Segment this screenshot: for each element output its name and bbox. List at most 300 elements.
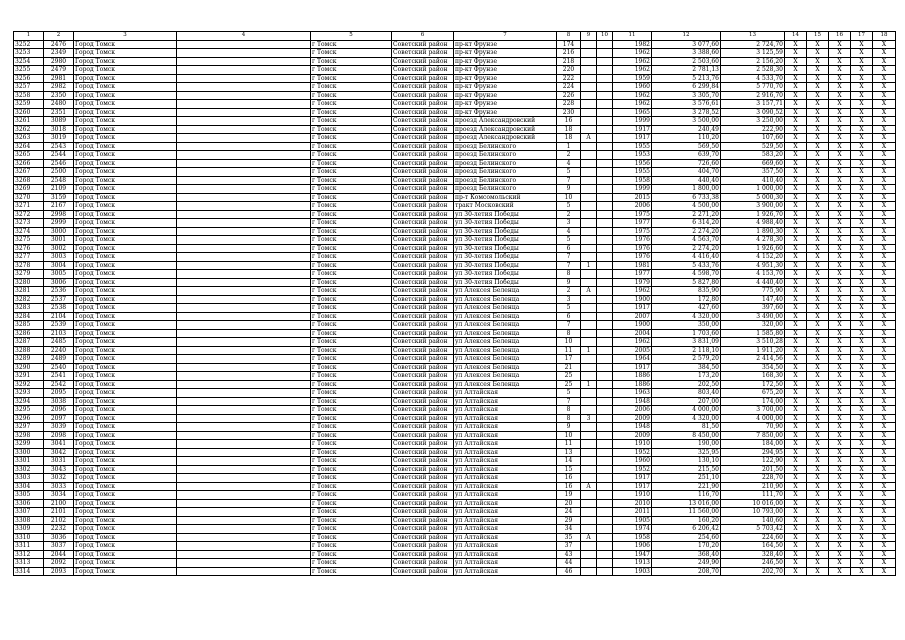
table-cell: Город Томск xyxy=(74,550,177,559)
table-cell xyxy=(597,414,613,423)
table-cell: 5 827,80 xyxy=(652,278,721,287)
table-cell xyxy=(597,244,613,253)
table-cell: А xyxy=(581,533,597,542)
table-cell: X xyxy=(829,295,851,304)
table-cell: Советский район xyxy=(392,66,454,75)
table-cell: Советский район xyxy=(392,312,454,321)
table-cell: 1962 xyxy=(613,49,652,58)
table-cell: X xyxy=(829,125,851,134)
table-cell xyxy=(581,66,597,75)
table-cell xyxy=(597,100,613,109)
table-cell: 2240 xyxy=(44,346,74,355)
table-cell: X xyxy=(807,295,829,304)
table-cell: X xyxy=(785,134,807,143)
table-cell: 2 916,70 xyxy=(721,91,785,100)
table-cell xyxy=(581,363,597,372)
table-cell: X xyxy=(785,91,807,100)
table-cell: 1910 xyxy=(613,491,652,500)
table-cell: 3 090,52 xyxy=(721,108,785,117)
table-cell: 6 299,84 xyxy=(652,83,721,92)
table-cell: Город Томск xyxy=(74,457,177,466)
table-cell: 1981 xyxy=(613,261,652,270)
table-cell xyxy=(581,499,597,508)
table-cell: X xyxy=(873,134,896,143)
table-cell: X xyxy=(807,508,829,517)
table-cell: 2349 xyxy=(44,49,74,58)
table-cell xyxy=(177,210,311,219)
table-cell: X xyxy=(851,193,873,202)
table-cell: 1958 xyxy=(613,533,652,542)
table-cell xyxy=(597,202,613,211)
table-cell: X xyxy=(873,142,896,151)
table-cell: Советский район xyxy=(392,559,454,568)
table-cell: 669,60 xyxy=(721,159,785,168)
table-cell: 2015 xyxy=(613,193,652,202)
table-cell: X xyxy=(851,397,873,406)
table-cell: X xyxy=(829,108,851,117)
table-row xyxy=(14,261,896,270)
table-cell: X xyxy=(851,482,873,491)
table-cell: 5 770,70 xyxy=(721,83,785,92)
table-cell: 2500 xyxy=(44,168,74,177)
table-cell: X xyxy=(785,482,807,491)
table-cell: 170,20 xyxy=(652,542,721,551)
table-cell xyxy=(597,287,613,296)
table-cell: X xyxy=(829,533,851,542)
table-cell: г Томск xyxy=(311,49,392,58)
table-cell: 3038 xyxy=(44,397,74,406)
table-cell: 4 951,30 xyxy=(721,261,785,270)
table-cell: X xyxy=(829,542,851,551)
table-cell xyxy=(597,74,613,83)
header-cell: 3 xyxy=(74,32,177,41)
table-cell: X xyxy=(851,83,873,92)
table-cell xyxy=(581,176,597,185)
table-cell: проезд Александровский xyxy=(454,134,557,143)
table-cell: 3019 xyxy=(44,134,74,143)
table-cell: X xyxy=(785,372,807,381)
table-cell: 3279 xyxy=(14,270,44,279)
table-cell: X xyxy=(807,83,829,92)
table-cell: 1917 xyxy=(613,304,652,313)
table-cell: г Томск xyxy=(311,219,392,228)
table-cell xyxy=(177,287,311,296)
table-cell: X xyxy=(851,338,873,347)
table-cell: ул Алексея Беленца xyxy=(454,380,557,389)
table-cell xyxy=(581,355,597,364)
table-cell: X xyxy=(873,457,896,466)
table-cell xyxy=(177,91,311,100)
table-cell: X xyxy=(829,287,851,296)
table-cell: X xyxy=(807,423,829,432)
table-row xyxy=(14,193,896,202)
table-row xyxy=(14,474,896,483)
table-cell: ул Алексея Беленца xyxy=(454,363,557,372)
table-row xyxy=(14,142,896,151)
table-cell: X xyxy=(785,142,807,151)
table-cell: X xyxy=(785,465,807,474)
table-row xyxy=(14,380,896,389)
table-cell: 3 900,00 xyxy=(721,202,785,211)
table-cell: X xyxy=(807,91,829,100)
table-cell: X xyxy=(785,219,807,228)
table-cell: X xyxy=(851,304,873,313)
table-row xyxy=(14,508,896,517)
table-row xyxy=(14,125,896,134)
table-cell xyxy=(581,278,597,287)
table-cell: X xyxy=(851,516,873,525)
table-cell: X xyxy=(807,253,829,262)
table-cell: X xyxy=(807,448,829,457)
table-row xyxy=(14,465,896,474)
table-cell: X xyxy=(829,516,851,525)
table-cell: 7 xyxy=(557,397,581,406)
table-cell: 107,60 xyxy=(721,134,785,143)
table-cell: Город Томск xyxy=(74,227,177,236)
table-cell: X xyxy=(785,100,807,109)
table-cell: 4 000,00 xyxy=(652,406,721,415)
table-cell: ул Алтайская xyxy=(454,567,557,576)
table-cell: пр-кт Фрунзе xyxy=(454,83,557,92)
table-cell: 2102 xyxy=(44,516,74,525)
table-cell xyxy=(581,244,597,253)
table-cell: 3301 xyxy=(14,457,44,466)
table-cell xyxy=(597,431,613,440)
table-cell xyxy=(597,236,613,245)
table-cell: Советский район xyxy=(392,397,454,406)
table-cell: 3 831,09 xyxy=(652,338,721,347)
table-cell: X xyxy=(785,508,807,517)
table-cell: Город Томск xyxy=(74,253,177,262)
table-row xyxy=(14,525,896,534)
table-cell: 320,00 xyxy=(721,321,785,330)
table-cell: X xyxy=(851,559,873,568)
table-cell: X xyxy=(851,91,873,100)
table-row xyxy=(14,414,896,423)
table-cell xyxy=(177,321,311,330)
table-cell: 1 800,00 xyxy=(652,185,721,194)
table-cell: Город Томск xyxy=(74,278,177,287)
table-cell xyxy=(177,236,311,245)
table-cell: X xyxy=(829,372,851,381)
table-cell: 1962 xyxy=(613,338,652,347)
table-cell: X xyxy=(851,219,873,228)
table-cell: 184,00 xyxy=(721,440,785,449)
table-cell: 2 271,20 xyxy=(652,210,721,219)
table-body xyxy=(14,32,896,576)
table-cell xyxy=(177,380,311,389)
table-cell: Советский район xyxy=(392,134,454,143)
table-cell xyxy=(581,542,597,551)
table-cell: X xyxy=(807,312,829,321)
table-cell: 3288 xyxy=(14,346,44,355)
table-cell: г Томск xyxy=(311,244,392,253)
table-cell: 3261 xyxy=(14,117,44,126)
table-cell: г Томск xyxy=(311,550,392,559)
table-cell: 3314 xyxy=(14,567,44,576)
table-cell: 410,40 xyxy=(721,176,785,185)
table-cell xyxy=(177,57,311,66)
table-cell: 3 388,60 xyxy=(652,49,721,58)
table-cell: Город Томск xyxy=(74,219,177,228)
table-cell: 18 xyxy=(557,134,581,143)
table-cell xyxy=(177,559,311,568)
table-cell: X xyxy=(785,567,807,576)
table-cell: Город Томск xyxy=(74,474,177,483)
table-cell: X xyxy=(807,66,829,75)
table-cell: ул Алтайская xyxy=(454,389,557,398)
table-cell: 168,30 xyxy=(721,372,785,381)
header-cell: 4 xyxy=(177,32,311,41)
table-cell: Советский район xyxy=(392,389,454,398)
table-cell: 3271 xyxy=(14,202,44,211)
table-cell xyxy=(177,261,311,270)
table-cell xyxy=(177,253,311,262)
table-cell xyxy=(597,516,613,525)
table-cell: X xyxy=(829,49,851,58)
table-cell xyxy=(177,193,311,202)
table-cell xyxy=(581,74,597,83)
table-cell: X xyxy=(829,270,851,279)
table-cell: X xyxy=(873,516,896,525)
table-cell: Город Томск xyxy=(74,74,177,83)
table-cell: 3280 xyxy=(14,278,44,287)
table-cell: X xyxy=(829,312,851,321)
table-cell xyxy=(597,499,613,508)
table-cell: Город Томск xyxy=(74,100,177,109)
table-cell xyxy=(177,219,311,228)
table-cell: 1886 xyxy=(613,380,652,389)
table-cell xyxy=(597,261,613,270)
table-cell: X xyxy=(829,423,851,432)
table-cell: X xyxy=(873,176,896,185)
table-cell: X xyxy=(785,295,807,304)
table-cell xyxy=(597,91,613,100)
table-cell: ул 30-летия Победы xyxy=(454,253,557,262)
table-cell: X xyxy=(785,278,807,287)
table-cell: X xyxy=(829,83,851,92)
table-cell: X xyxy=(851,491,873,500)
table-cell: 4 500,00 xyxy=(652,202,721,211)
table-cell: 226 xyxy=(557,91,581,100)
table-cell: X xyxy=(873,389,896,398)
table-cell xyxy=(597,227,613,236)
table-cell: 3 xyxy=(557,219,581,228)
table-cell: 5 xyxy=(557,304,581,313)
table-cell: X xyxy=(851,406,873,415)
table-cell: г Томск xyxy=(311,321,392,330)
table-cell: 1948 xyxy=(613,423,652,432)
table-cell: X xyxy=(873,244,896,253)
table-cell: X xyxy=(851,151,873,160)
table-cell xyxy=(177,542,311,551)
table-cell xyxy=(581,372,597,381)
table-cell: 5 xyxy=(557,168,581,177)
table-cell: 190,00 xyxy=(652,440,721,449)
table-cell: ул Алтайская xyxy=(454,508,557,517)
table-cell: X xyxy=(807,567,829,576)
table-cell: Советский район xyxy=(392,287,454,296)
table-cell: г Томск xyxy=(311,125,392,134)
table-cell: 3291 xyxy=(14,372,44,381)
table-cell: X xyxy=(851,287,873,296)
table-cell: X xyxy=(785,74,807,83)
table-cell: 2044 xyxy=(44,550,74,559)
table-cell: 2006 xyxy=(613,406,652,415)
table-cell xyxy=(177,227,311,236)
table-cell: X xyxy=(873,312,896,321)
table-cell xyxy=(581,159,597,168)
table-cell: X xyxy=(851,270,873,279)
table-cell: X xyxy=(807,168,829,177)
table-cell: Советский район xyxy=(392,491,454,500)
table-cell xyxy=(177,406,311,415)
table-cell: X xyxy=(785,363,807,372)
table-cell xyxy=(177,270,311,279)
table-cell: ул Алексея Беленца xyxy=(454,372,557,381)
table-cell: 3309 xyxy=(14,525,44,534)
table-cell xyxy=(597,185,613,194)
table-cell xyxy=(177,295,311,304)
table-cell: X xyxy=(785,244,807,253)
table-cell: 5 xyxy=(557,236,581,245)
table-cell: г Томск xyxy=(311,83,392,92)
table-cell: X xyxy=(851,499,873,508)
table-cell xyxy=(597,176,613,185)
table-cell xyxy=(597,83,613,92)
table-cell: 4 278,30 xyxy=(721,236,785,245)
table-cell: проезд Белинского xyxy=(454,159,557,168)
table-cell: г Томск xyxy=(311,270,392,279)
table-cell: X xyxy=(873,525,896,534)
table-cell: Город Томск xyxy=(74,482,177,491)
table-cell xyxy=(177,372,311,381)
table-cell: X xyxy=(785,533,807,542)
table-cell: X xyxy=(851,261,873,270)
table-cell: X xyxy=(785,312,807,321)
table-cell: X xyxy=(829,448,851,457)
table-cell: 3272 xyxy=(14,210,44,219)
table-cell: ул Алтайская xyxy=(454,474,557,483)
table-cell: пр-кт Фрунзе xyxy=(454,91,557,100)
table-cell: X xyxy=(873,550,896,559)
table-row xyxy=(14,533,896,542)
table-cell: ул Алтайская xyxy=(454,533,557,542)
table-cell: 3305 xyxy=(14,491,44,500)
table-cell: 3 077,60 xyxy=(652,40,721,49)
table-cell: 3043 xyxy=(44,465,74,474)
registry-sheet xyxy=(13,31,895,576)
table-row xyxy=(14,244,896,253)
table-cell: ул Алексея Беленца xyxy=(454,295,557,304)
table-cell: 1962 xyxy=(613,91,652,100)
table-cell: X xyxy=(785,151,807,160)
table-cell: Советский район xyxy=(392,431,454,440)
table-cell: г Томск xyxy=(311,389,392,398)
header-cell: 11 xyxy=(613,32,652,41)
table-cell: 1900 xyxy=(613,295,652,304)
table-cell: X xyxy=(873,431,896,440)
table-cell: X xyxy=(873,270,896,279)
table-cell: 384,50 xyxy=(652,363,721,372)
table-cell: 1 000,00 xyxy=(721,185,785,194)
table-cell: X xyxy=(785,338,807,347)
table-cell: X xyxy=(873,406,896,415)
table-cell: Советский район xyxy=(392,185,454,194)
table-cell: г Томск xyxy=(311,397,392,406)
table-row xyxy=(14,372,896,381)
table-cell xyxy=(597,533,613,542)
table-cell: X xyxy=(873,542,896,551)
table-cell: Город Томск xyxy=(74,57,177,66)
table-cell: 1976 xyxy=(613,236,652,245)
table-cell: 10 793,00 xyxy=(721,508,785,517)
table-cell: X xyxy=(873,100,896,109)
table-row xyxy=(14,448,896,457)
table-cell: 3263 xyxy=(14,134,44,143)
table-cell: Город Томск xyxy=(74,559,177,568)
table-cell: X xyxy=(785,525,807,534)
table-cell: 3299 xyxy=(14,440,44,449)
table-row xyxy=(14,363,896,372)
table-cell: 6 xyxy=(557,244,581,253)
table-cell: X xyxy=(873,448,896,457)
table-cell: X xyxy=(829,559,851,568)
table-cell: X xyxy=(829,117,851,126)
table-cell: Город Томск xyxy=(74,125,177,134)
table-cell: пр-кт Фрунзе xyxy=(454,57,557,66)
table-cell xyxy=(581,57,597,66)
table-cell: X xyxy=(873,236,896,245)
table-cell: X xyxy=(873,40,896,49)
table-cell: Советский район xyxy=(392,457,454,466)
table-cell: ул Алтайская xyxy=(454,406,557,415)
table-cell: X xyxy=(785,423,807,432)
table-cell: 174 xyxy=(557,40,581,49)
table-cell: 3285 xyxy=(14,321,44,330)
table-cell: 2 528,30 xyxy=(721,66,785,75)
table-cell: ул Алтайская xyxy=(454,440,557,449)
table-cell: Советский район xyxy=(392,168,454,177)
table-cell xyxy=(177,151,311,160)
table-cell: Советский район xyxy=(392,117,454,126)
table-cell: 1913 xyxy=(613,559,652,568)
table-cell: Советский район xyxy=(392,193,454,202)
table-cell: X xyxy=(851,278,873,287)
table-cell: 70,90 xyxy=(721,423,785,432)
table-cell: 1 890,30 xyxy=(721,227,785,236)
table-cell: 2350 xyxy=(44,91,74,100)
table-cell: 1917 xyxy=(613,363,652,372)
table-cell: 207,00 xyxy=(652,397,721,406)
table-cell xyxy=(581,108,597,117)
table-cell: 1960 xyxy=(613,457,652,466)
table-cell: ул 30-летия Победы xyxy=(454,278,557,287)
table-cell: 8 450,00 xyxy=(652,431,721,440)
table-cell xyxy=(177,66,311,75)
table-cell: X xyxy=(829,176,851,185)
table-cell: Город Томск xyxy=(74,499,177,508)
table-cell: 3 510,28 xyxy=(721,338,785,347)
table-cell xyxy=(597,253,613,262)
table-cell: 1964 xyxy=(613,355,652,364)
table-cell: X xyxy=(807,559,829,568)
table-row xyxy=(14,168,896,177)
table-cell xyxy=(177,329,311,338)
table-cell: 7 xyxy=(557,176,581,185)
table-cell: X xyxy=(785,176,807,185)
table-cell: 3310 xyxy=(14,533,44,542)
